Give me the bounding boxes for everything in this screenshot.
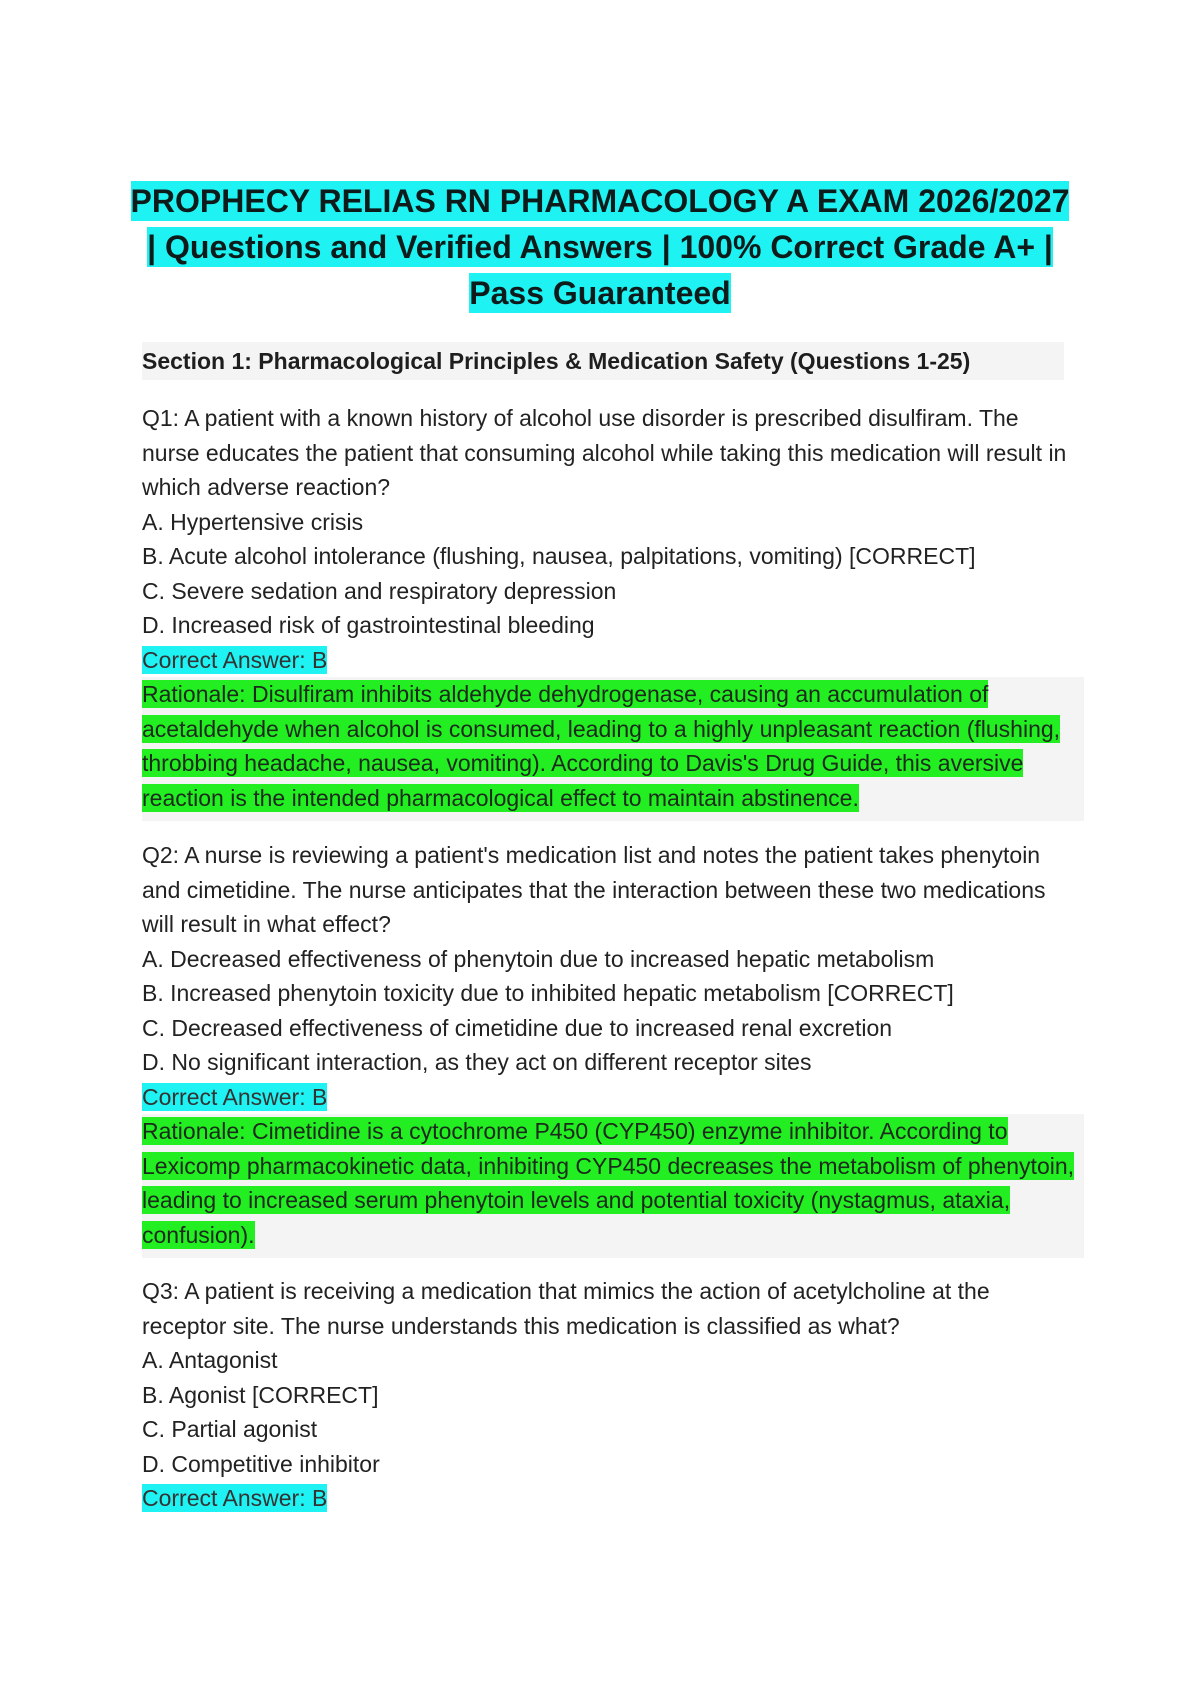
rationale xyxy=(142,1114,1084,1252)
correct-answer xyxy=(142,1481,1072,1516)
answer-option: C. Severe sedation and respiratory depression xyxy=(142,577,617,604)
correct-answer xyxy=(142,643,1072,678)
answer-option: D. No significant interaction, as they act on different receptor sites xyxy=(142,1049,812,1075)
rationale-block xyxy=(142,677,1084,821)
section-header: Section 1: Pharmacological Principles & Medication Safety (Questions 1-25) xyxy=(142,342,1064,380)
question-block xyxy=(142,401,1072,821)
correct-answer-text: Correct Answer: B xyxy=(142,1485,328,1511)
question-text: Q2: A nurse is reviewing a patient's medication list and notes the patient takes phenytoin and cimetidine. The nurse anticipates that the interaction between these two medications will result in what effect? xyxy=(142,842,1046,937)
title-text: PROPHECY RELIAS RN PHARMACOLOGY A EXAM 2026/2027 | Questions and Verified Answers | 100% Correct Grade A+ | Pass Guaranteed xyxy=(130,183,1070,311)
page-title xyxy=(130,178,1070,316)
correct-answer-text: Correct Answer: B xyxy=(142,1083,328,1110)
answer-option: B. Acute alcohol intolerance (flushing, nausea, palpitations, vomiting) [CORRECT] xyxy=(142,543,976,569)
rationale xyxy=(142,677,1084,815)
answer-option: A. Hypertensive crisis xyxy=(142,508,364,535)
question-block xyxy=(142,1274,1072,1516)
correct-answer-text: Correct Answer: B xyxy=(142,646,328,673)
rationale-text: Rationale: Cimetidine is a cytochrome P450 (CYP450) enzyme inhibitor. According to Lexicomp pharmacokinetic data, inhibiting CYP450 decreases the metabolism of phenytoin, leading to increased serum phenytoin levels and potential toxicity (nystagmus, ataxia, confusion). xyxy=(142,1118,1075,1248)
answer-option: C. Decreased effectiveness of cimetidine due to increased renal excretion xyxy=(142,1014,893,1041)
answer-option: A. Decreased effectiveness of phenytoin due to increased hepatic metabolism xyxy=(142,945,935,972)
answer-option: B. Agonist [CORRECT] xyxy=(142,1381,379,1408)
answer-option: D. Increased risk of gastrointestinal bleeding xyxy=(142,612,595,638)
correct-answer xyxy=(142,1080,1072,1115)
answer-option: D. Competitive inhibitor xyxy=(142,1450,380,1477)
rationale-block xyxy=(142,1114,1084,1258)
question-text: Q3: A patient is receiving a medication that mimics the action of acetylcholine at the receptor site. The nurse understands this medication is classified as what? xyxy=(142,1278,990,1339)
answer-option: C. Partial agonist xyxy=(142,1416,318,1442)
rationale-text: Rationale: Disulfiram inhibits aldehyde dehydrogenase, causing an accumulation of acetaldehyde when alcohol is consumed, leading to a highly unpleasant reaction (flushing, throbbing headache, nausea, vomiting). According to Davis's Drug Guide, this aversive reaction is the intended pharmacological effect to maintain abstinence. xyxy=(142,681,1061,811)
question-block xyxy=(142,838,1075,1258)
question-text: Q1: A patient with a known history of alcohol use disorder is prescribed disulfiram. The nurse educates the patient that consuming alcohol while taking this medication will result in which adverse reaction? xyxy=(142,405,1067,500)
answer-option: B. Increased phenytoin toxicity due to inhibited hepatic metabolism [CORRECT] xyxy=(142,980,954,1006)
answer-option: A. Antagonist xyxy=(142,1347,278,1373)
